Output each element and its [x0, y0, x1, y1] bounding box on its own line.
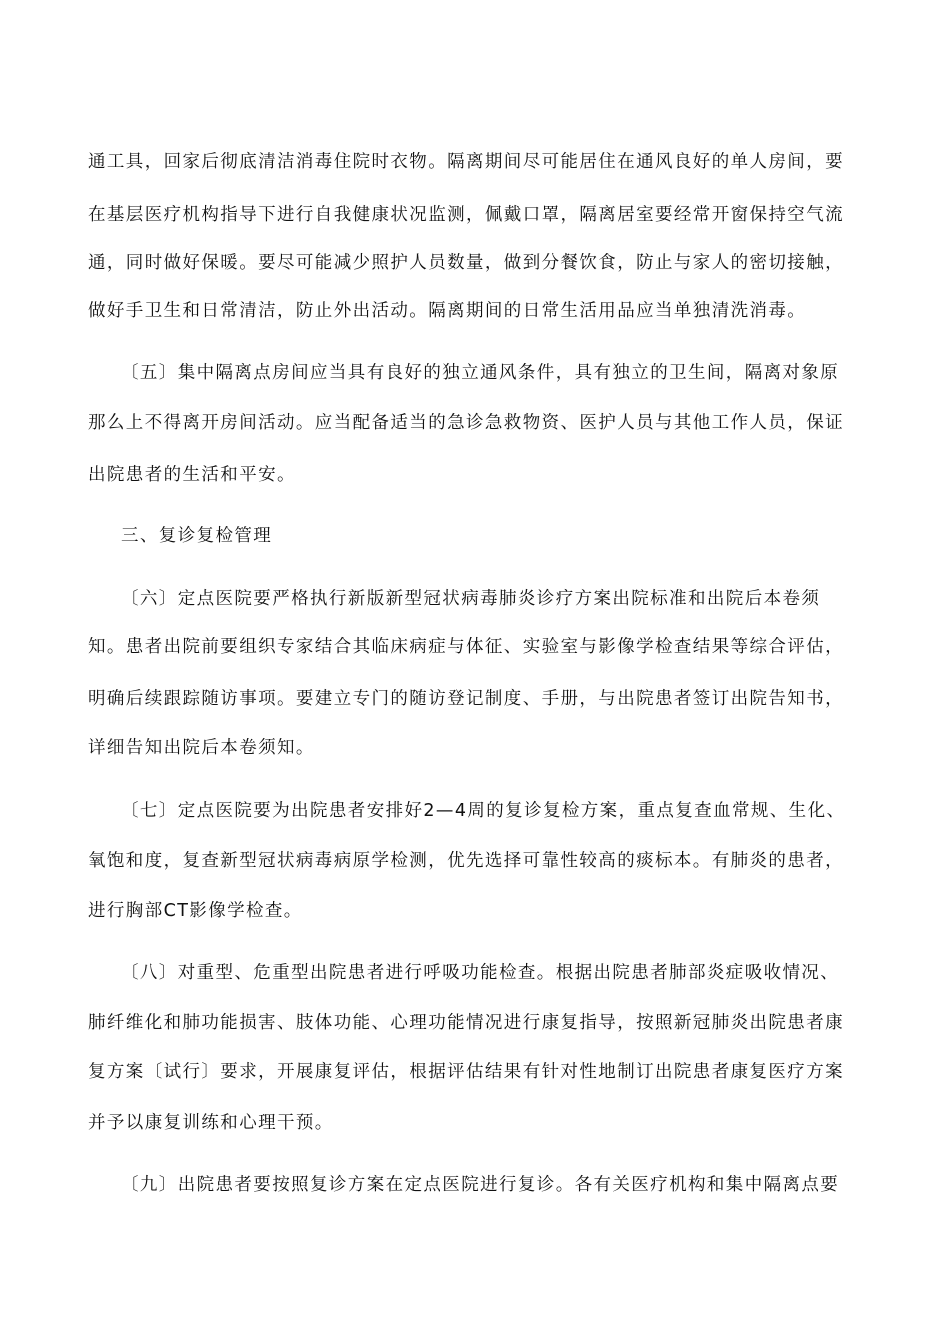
paragraph-first-line: 〔七〕定点医院要为出院患者安排好2—4周的复诊复检方案，重点复查血常规、生化、 — [121, 801, 846, 821]
text-line: 知。患者出院前要组织专家结合其临床病症与体征、实验室与影像学检查结果等综合评估， — [88, 637, 844, 657]
paragraph-first-line: 〔八〕对重型、危重型出院患者进行呼吸功能检查。根据出院患者肺部炎症吸收情况、 — [121, 963, 840, 983]
text-line: 那么上不得离开房间活动。应当配备适当的急诊急救物资、医护人员与其他工作人员，保证 — [88, 413, 844, 433]
paragraph-first-line: 〔九〕出院患者要按照复诊方案在定点医院进行复诊。各有关医疗机构和集中隔离点要 — [121, 1175, 840, 1195]
section-heading: 三、复诊复检管理 — [121, 526, 273, 546]
text-line: 通工具，回家后彻底清洁消毒住院时衣物。隔离期间尽可能居住在通风良好的单人房间，要 — [88, 152, 844, 172]
text-line: 并予以康复训练和心理干预。 — [88, 1113, 334, 1133]
text-line: 在基层医疗机构指导下进行自我健康状况监测，佩戴口罩，隔离居室要经常开窗保持空气流 — [88, 205, 844, 225]
paragraph-first-line: 〔五〕集中隔离点房间应当具有良好的独立通风条件，具有独立的卫生间，隔离对象原 — [121, 363, 840, 383]
text-line: 通，同时做好保暖。要尽可能减少照护人员数量，做到分餐饮食，防止与家人的密切接触， — [88, 253, 844, 273]
text-line: 进行胸部CT影像学检查。 — [88, 901, 303, 921]
text-line: 详细告知出院后本卷须知。 — [88, 738, 315, 758]
text-line: 肺纤维化和肺功能损害、肢体功能、心理功能情况进行康复指导，按照新冠肺炎出院患者康 — [88, 1013, 844, 1033]
text-line: 出院患者的生活和平安。 — [88, 465, 296, 485]
text-line: 明确后续跟踪随访事项。要建立专门的随访登记制度、手册，与出院患者签订出院告知书， — [88, 689, 844, 709]
text-line: 氧饱和度，复查新型冠状病毒病原学检测，优先选择可靠性较高的痰标本。有肺炎的患者， — [88, 851, 844, 871]
paragraph-first-line: 〔六〕定点医院要严格执行新版新型冠状病毒肺炎诊疗方案出院标准和出院后本卷须 — [121, 589, 821, 609]
text-line: 做好手卫生和日常清洁，防止外出活动。隔离期间的日常生活用品应当单独清洗消毒。 — [88, 301, 807, 321]
text-line: 复方案〔试行〕要求，开展康复评估，根据评估结果有针对性地制订出院患者康复医疗方案 — [88, 1062, 844, 1082]
